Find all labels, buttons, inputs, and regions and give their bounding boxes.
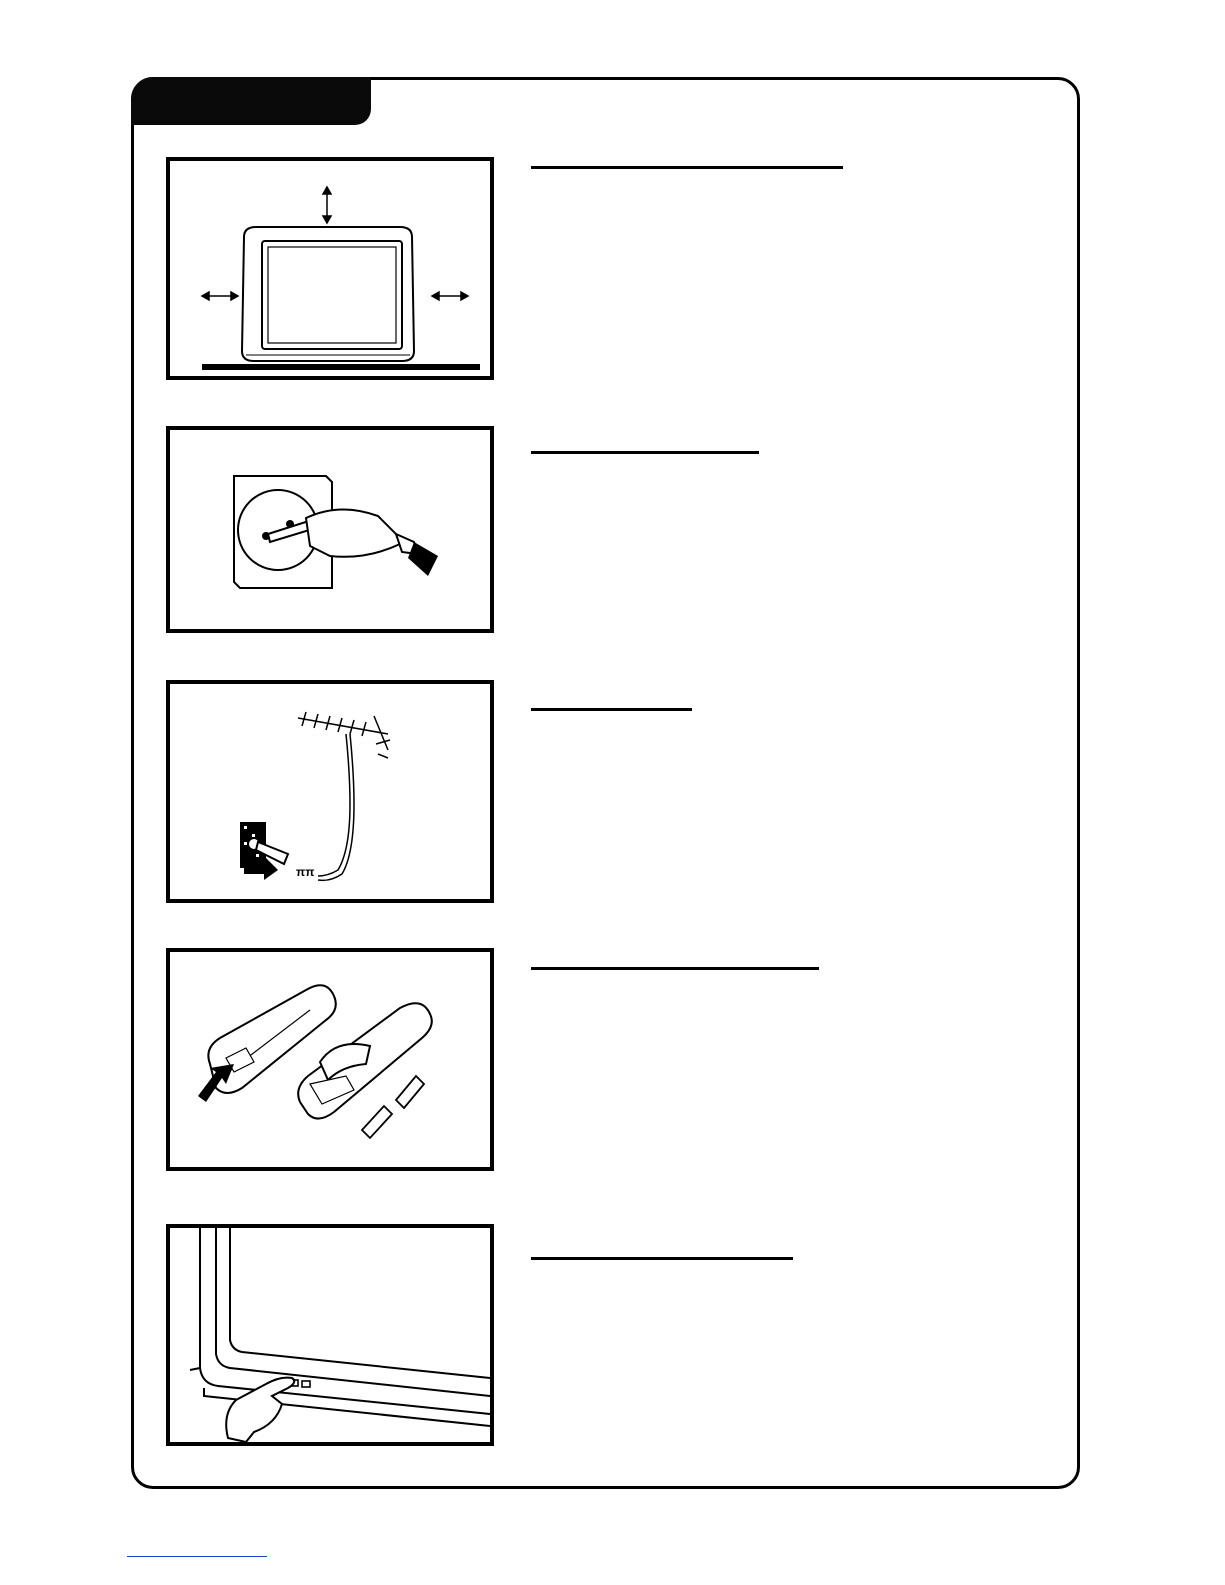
remote-batteries-illustration (166, 948, 494, 1171)
section-rule-mains (531, 451, 759, 454)
tv-clearance-drawing (170, 161, 490, 376)
mains-plug-illustration (166, 426, 494, 633)
section-rule-remote (531, 967, 819, 970)
plug-socket-drawing (170, 430, 490, 629)
header-tab (131, 77, 371, 125)
svg-text:ππ: ππ (296, 865, 315, 879)
aerial-illustration (166, 680, 494, 903)
remote-battery-drawing (170, 952, 490, 1167)
footer-link-underline[interactable] (127, 1556, 267, 1557)
switch-on-illustration (166, 1224, 494, 1446)
section-rule-aerial (531, 708, 692, 711)
tv-power-button-drawing (170, 1228, 490, 1442)
tv-positioning-illustration (166, 157, 494, 380)
section-rule-positioning (531, 166, 843, 169)
aerial-cable-drawing (170, 684, 490, 899)
section-rule-switch-on (531, 1257, 793, 1260)
